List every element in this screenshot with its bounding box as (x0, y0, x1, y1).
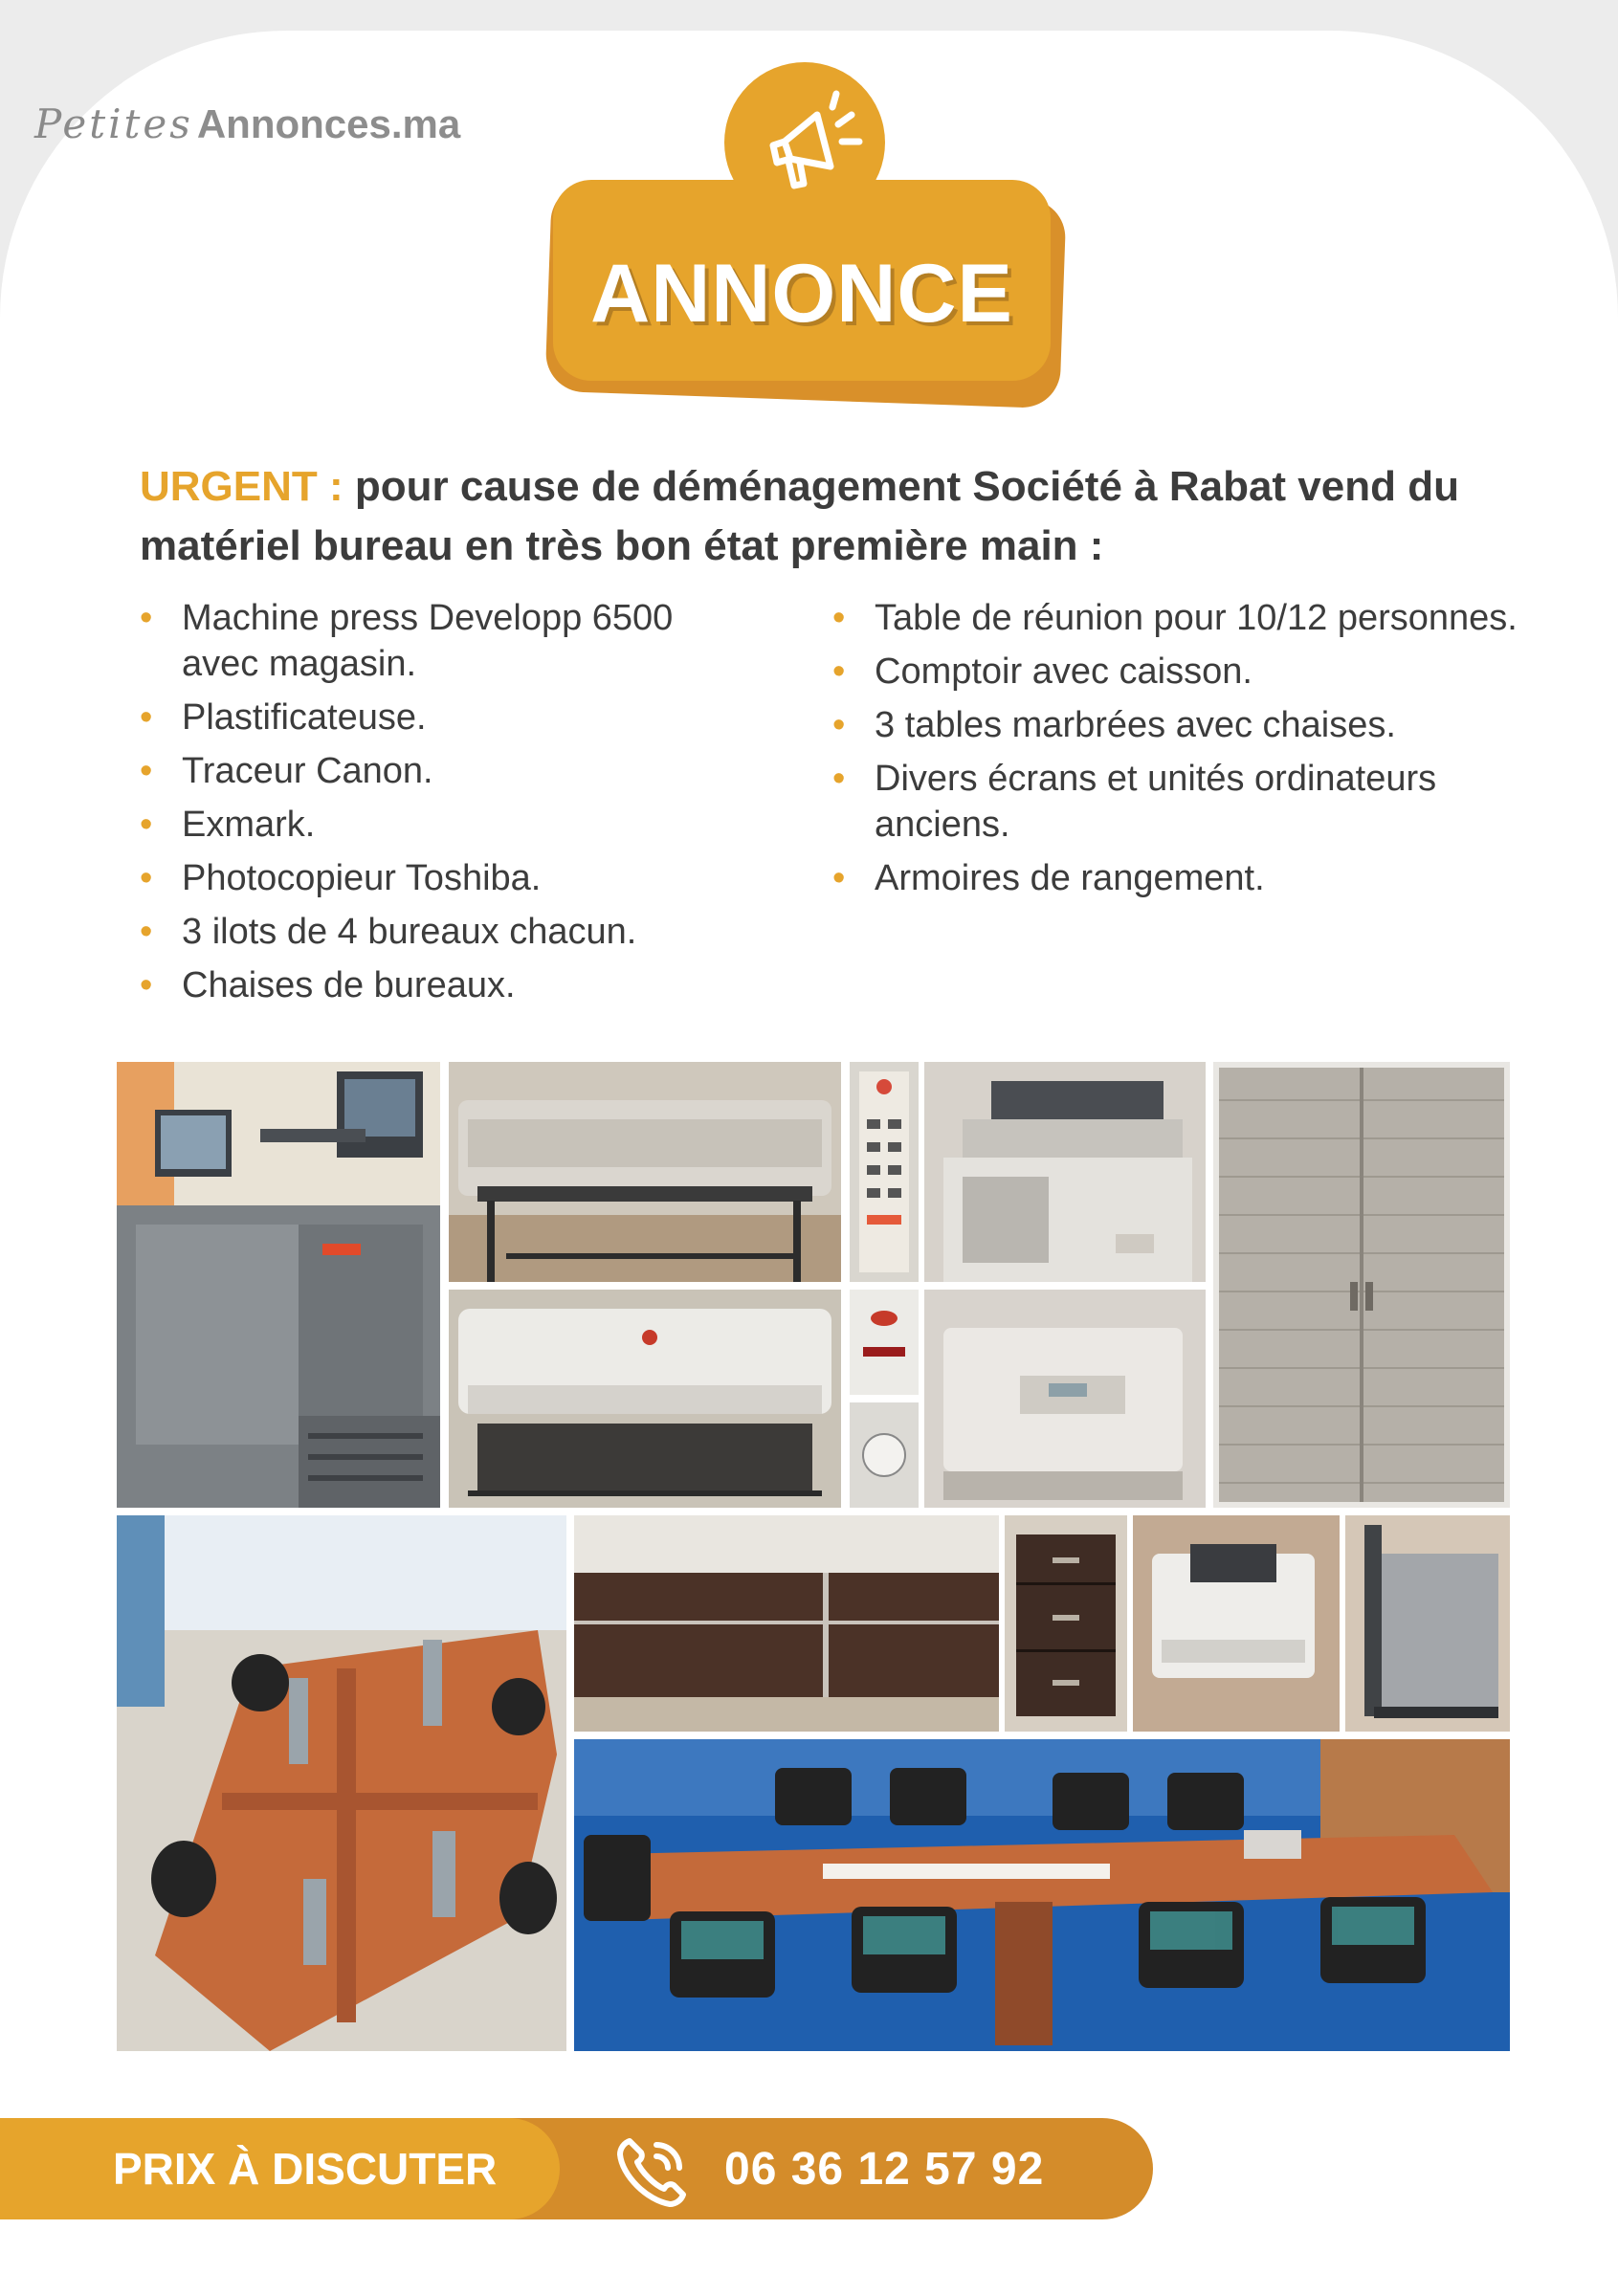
dial-photo (850, 1402, 919, 1508)
phone-icon[interactable] (612, 2131, 693, 2212)
list-item: • Plastificateuse. (140, 695, 752, 740)
urgent-label: URGENT : (140, 463, 344, 510)
cabinet-photo (1213, 1062, 1510, 1508)
headline (140, 457, 1498, 576)
laminator-photo (924, 1290, 1206, 1508)
list-item: • Chaises de bureaux. (140, 962, 752, 1008)
logo-part-annonces: Annonces.ma (196, 101, 461, 146)
list-item: • 3 ilots de 4 bureaux chacun. (140, 909, 752, 955)
list-item: • Traceur Canon. (140, 748, 752, 794)
canon-logo-photo (850, 1290, 919, 1395)
badge-title: ANNONCE (590, 248, 1013, 340)
plotter-photo (449, 1062, 841, 1282)
list-item: • Armoires de rangement. (832, 855, 1521, 901)
list-item: • Photocopieur Toshiba. (140, 855, 752, 901)
list-item: • Divers écrans et unités ordinateurs anciens. (832, 756, 1521, 848)
list-item: • 3 tables marbrées avec chaises. (832, 702, 1521, 748)
items-list-right (832, 595, 1521, 909)
canon-plotter-photo (449, 1290, 841, 1508)
site-logo (34, 100, 460, 147)
logo-part-petites: Petites (34, 100, 193, 147)
control-panel-photo (850, 1062, 919, 1282)
meeting-table-photo (574, 1739, 1510, 2051)
list-item: • Table de réunion pour 10/12 personnes. (832, 595, 1521, 641)
list-item: • Comptoir avec caisson. (832, 649, 1521, 695)
list-item: • Machine press Developp 6500 avec magasin. (140, 595, 752, 687)
drawer-unit-photo (1005, 1515, 1127, 1732)
photocopier-photo (924, 1062, 1206, 1282)
phone-number[interactable]: 06 36 12 57 92 (724, 2144, 1045, 2195)
printer-photo (1133, 1515, 1340, 1732)
counter-photo (574, 1515, 999, 1732)
list-item: • Exmark. (140, 802, 752, 848)
headline-text: pour cause de déménagement Société à Rabat vend du matériel bureau en très bon état première main : (140, 463, 1459, 569)
items-list-left (140, 595, 752, 1016)
press-machine-photo (117, 1062, 440, 1508)
paper-cutter-photo (1345, 1515, 1510, 1732)
desks-photo (117, 1515, 566, 2051)
megaphone-icon (756, 86, 871, 201)
price-label: PRIX À DISCUTER (113, 2144, 498, 2194)
